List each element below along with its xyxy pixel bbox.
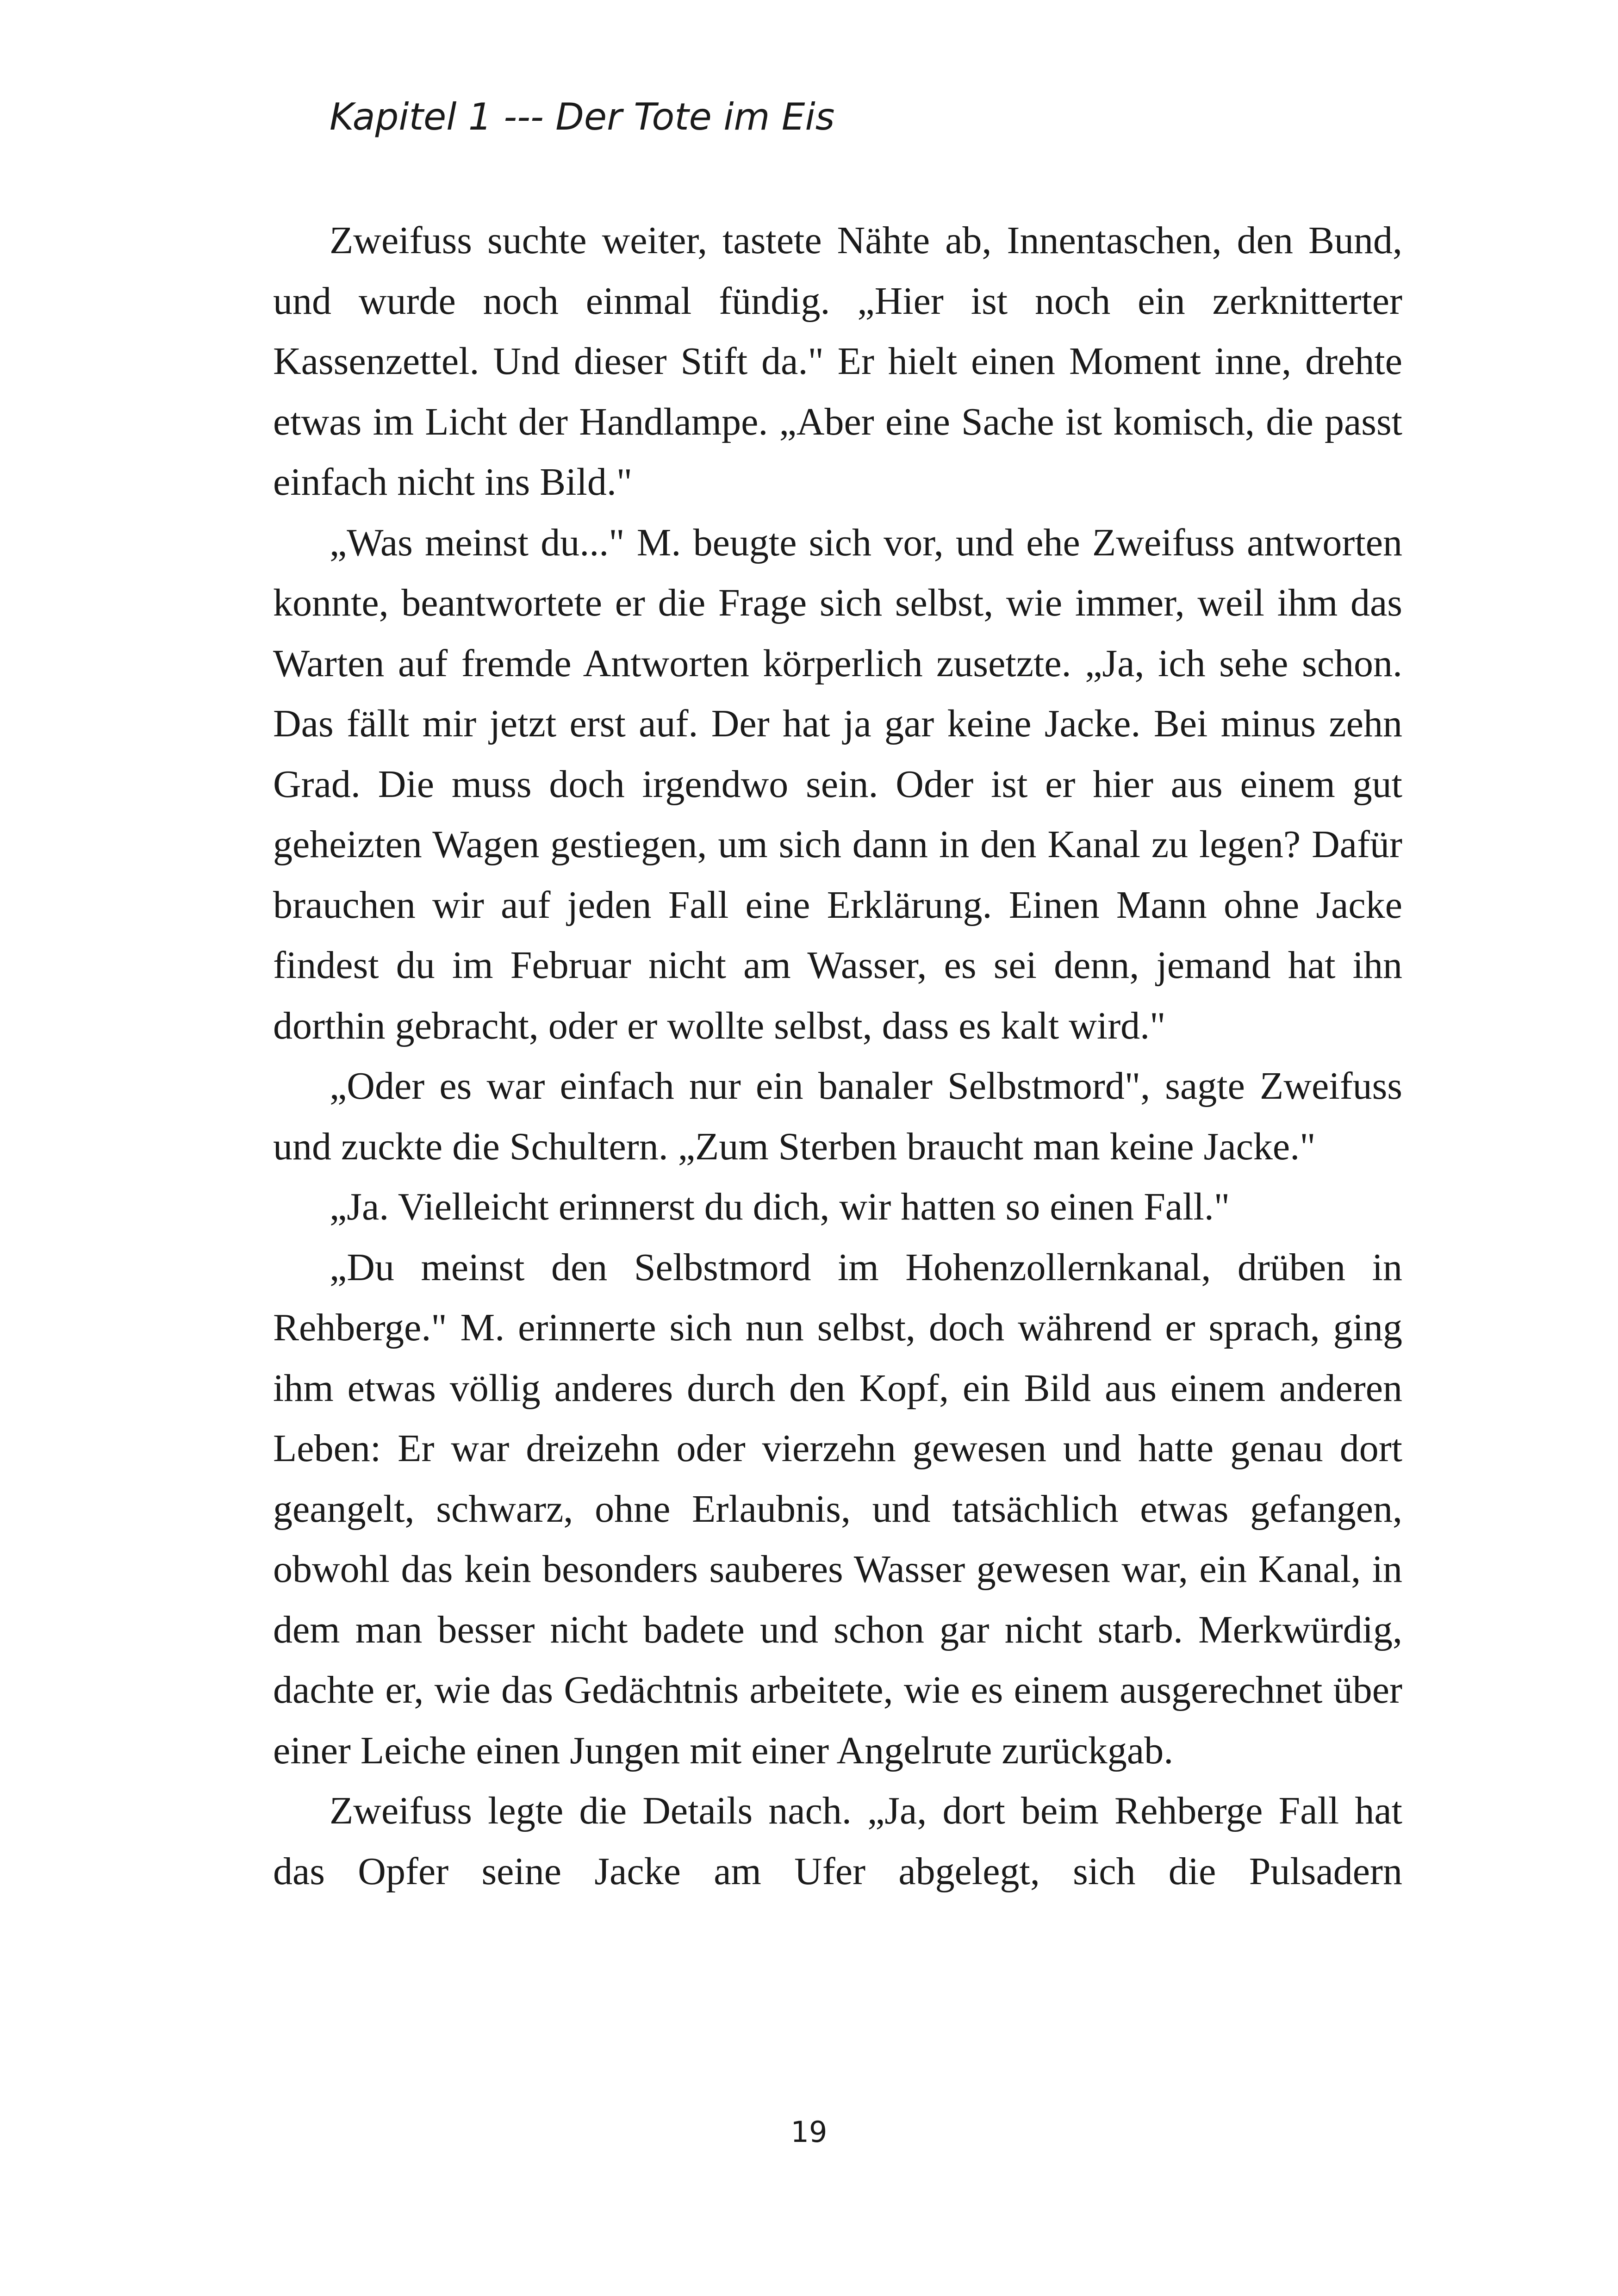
running-header: Kapitel 1 --- Der Tote im Eis: [330, 95, 835, 138]
body-text: [273, 211, 1402, 1902]
paragraph: Zweifuss legte die Details nach. „Ja, dort beim Rehberge Fall hat das Opfer seine Jacke am Ufer abgelegt, sich die Pulsadern: [273, 1789, 1402, 1893]
paragraph: „Du meinst den Selbstmord im Hohenzollernkanal, drüben in Rehberge." M. erinnerte sich nun selbst, doch während er sprach, ging ihm etwas völlig anderes durch den Kopf, ein Bild aus einem anderen Leben: Er war dreizehn oder vierzehn gewesen und hatte genau dort geangelt, schwarz, ohne Erlaubnis, und tatsächlich etwas gefangen, obwohl das kein besonders sauberes Wasser gewesen war, ein Kanal, in dem man besser nicht badete und schon gar nicht starb. Merkwürdig, dachte er, wie das Gedächtnis arbeitete, wie es einem ausgerechnet über einer Leiche einen Jungen mit einer Angelrute zurückgab.: [273, 1245, 1402, 1772]
paragraph: „Was meinst du..." M. beugte sich vor, und ehe Zweifuss antworten konnte, beantwortete er die Frage sich selbst, wie immer, weil ihm das Warten auf fremde Antworten körperlich zusetzte. „Ja, ich sehe schon. Das fällt mir jetzt erst auf. Der hat ja gar keine Jacke. Bei minus zehn Grad. Die muss doch irgendwo sein. Oder ist er hier aus einem gut geheizten Wagen gestiegen, um sich dann in den Kanal zu legen? Dafür brauchen wir auf jeden Fall eine Erklärung. Einen Mann ohne Jacke findest du im Februar nicht am Wasser, es sei denn, jemand hat ihn dorthin gebracht, oder er wollte selbst, dass es kalt wird.": [273, 521, 1402, 1047]
paragraph: „Ja. Vielleicht erinnerst du dich, wir hatten so einen Fall.": [330, 1185, 1230, 1228]
paragraph: Zweifuss suchte weiter, tastete Nähte ab, Innentaschen, den Bund, und wurde noch einmal fündig. „Hier ist noch ein zerknitterter Kassenzettel. Und dieser Stift da." Er hielt einen Moment inne, drehte etwas im Licht der Handlampe. „Aber eine Sache ist komisch, die passt einfach nicht ins Bild.": [273, 219, 1402, 504]
paragraph: „Oder es war einfach nur ein banaler Selbstmord", sagte Zweifuss und zuckte die Schultern. „Zum Sterben braucht man keine Jacke.": [273, 1064, 1402, 1168]
page-number: 19: [790, 2115, 828, 2149]
